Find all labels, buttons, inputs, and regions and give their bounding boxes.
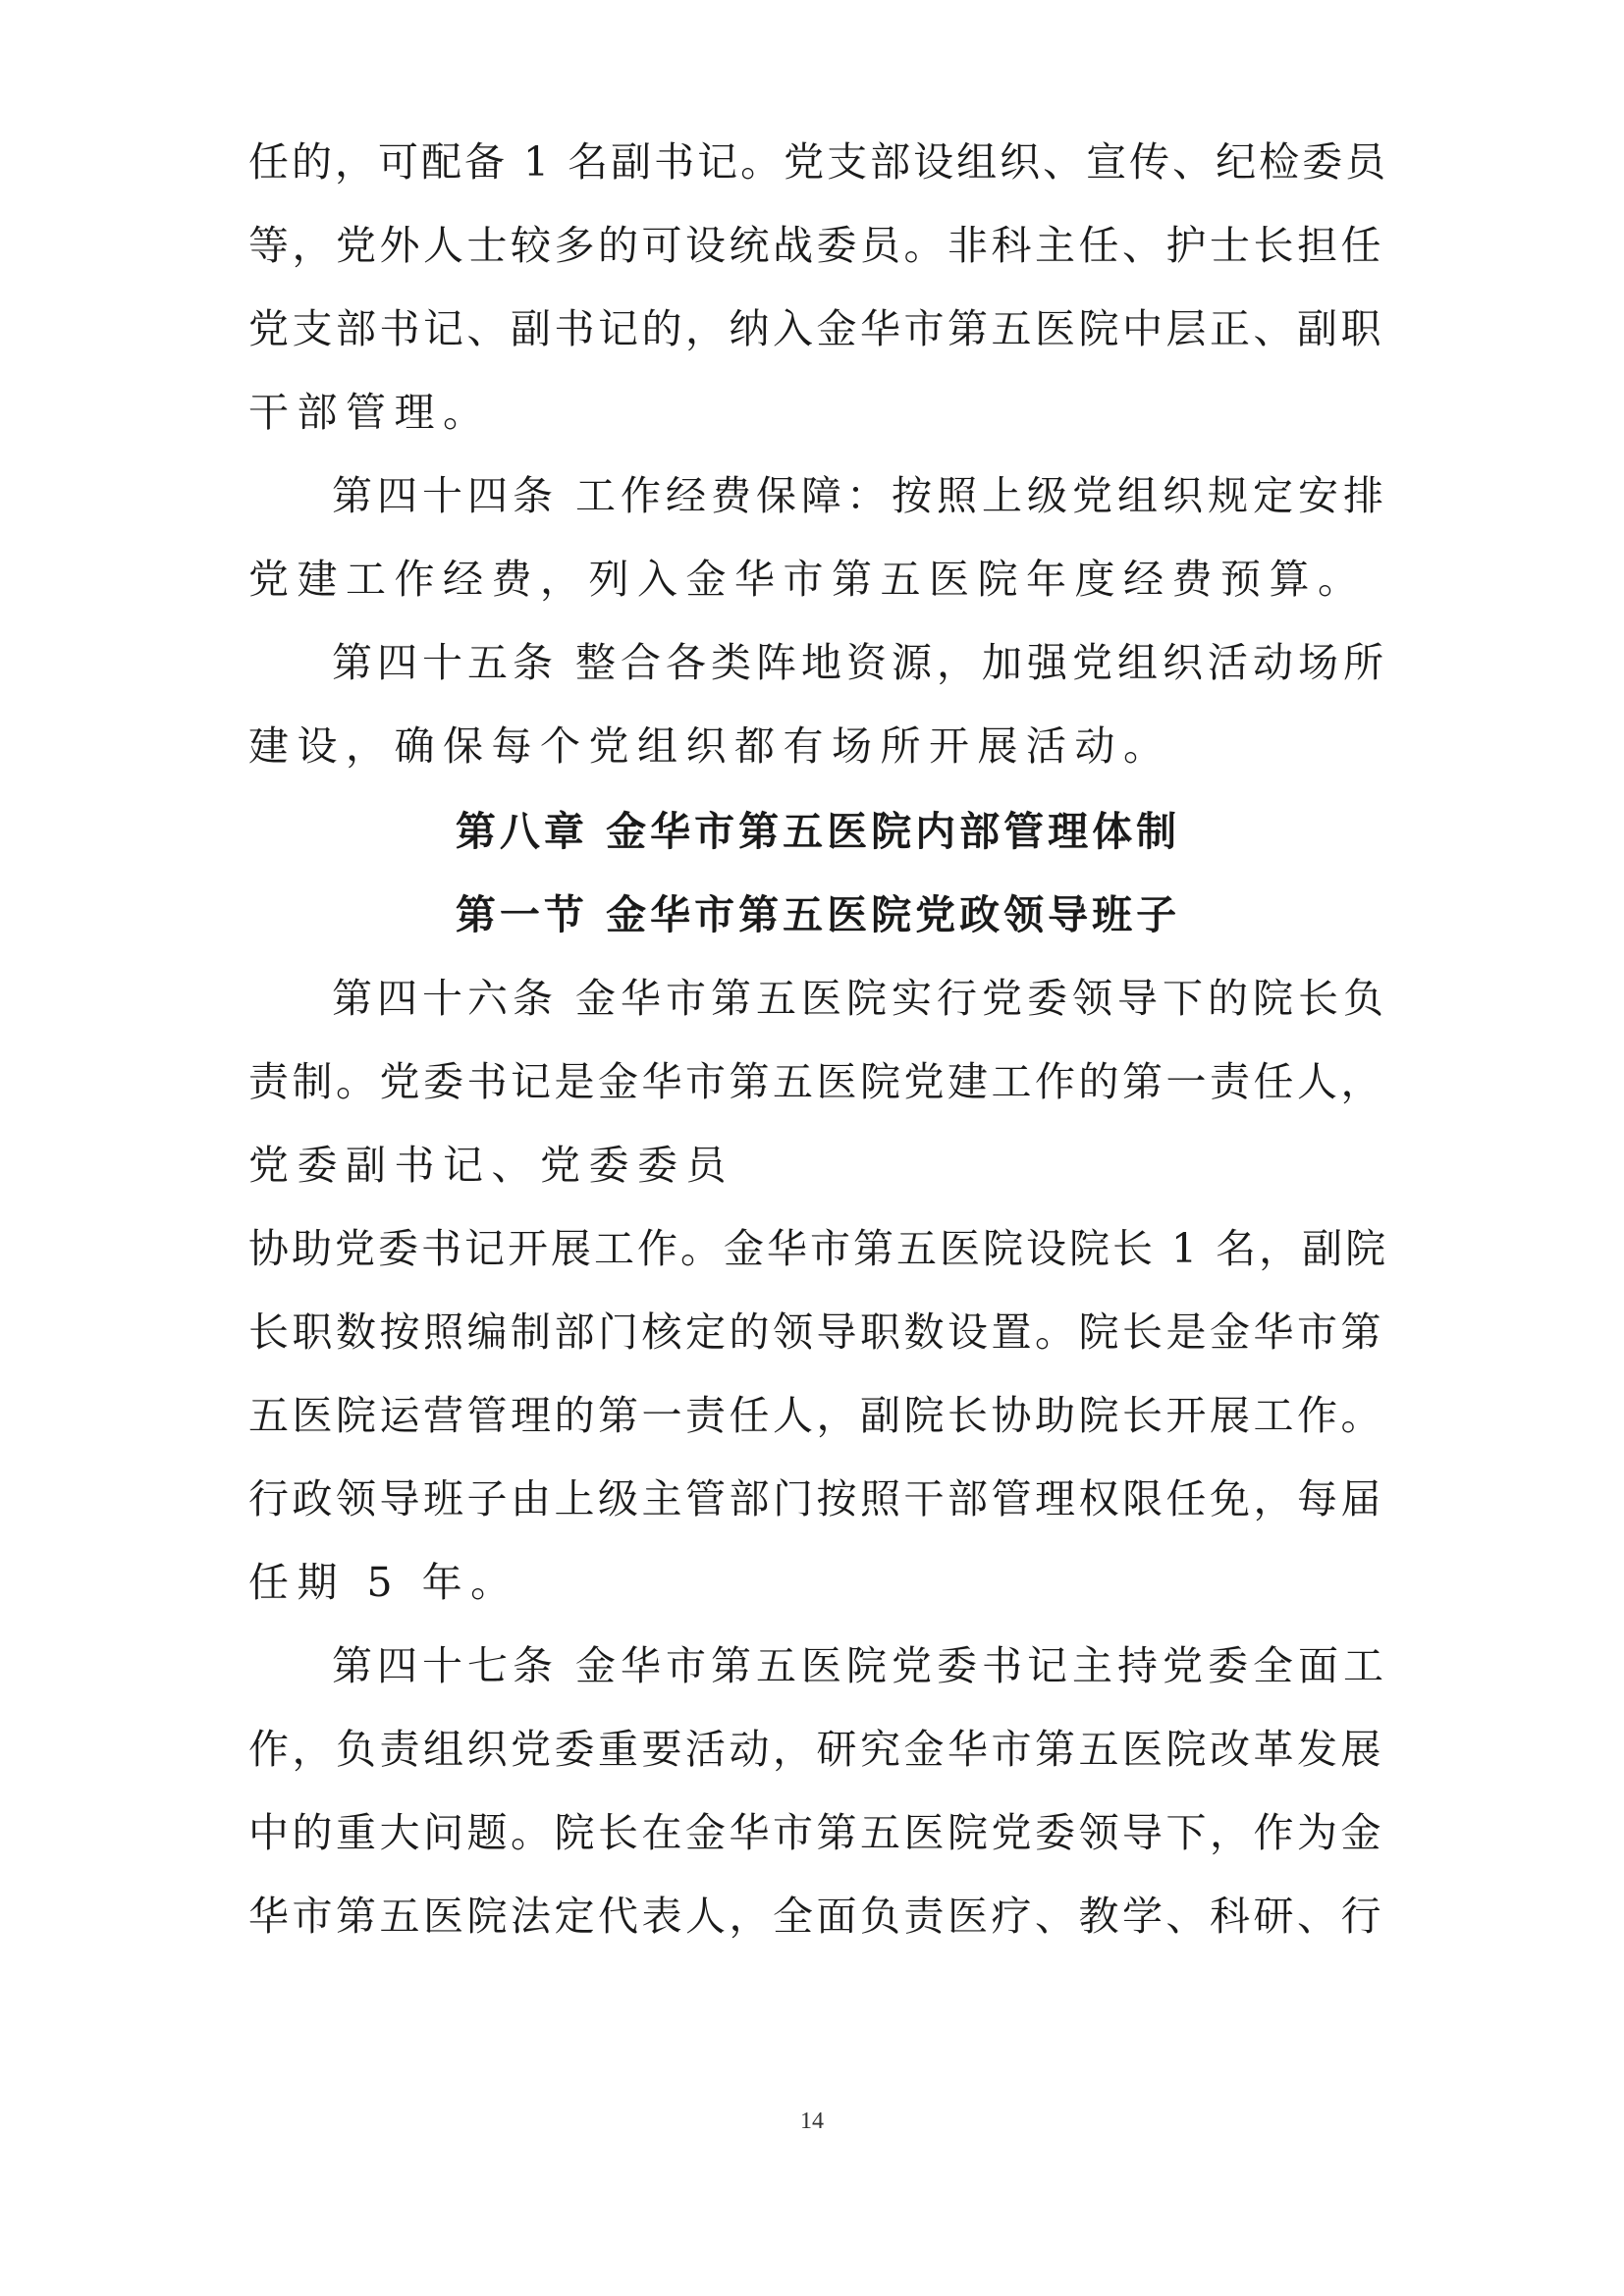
body-text-line: 等，党外人士较多的可设统战委员。非科主任、护士长担任 xyxy=(248,222,1384,269)
body-text-line: 党支部书记、副书记的，纳入金华市第五医院中层正、副职 xyxy=(248,305,1384,352)
article-46-line: 第四十六条 金华市第五医院实行党委领导下的院长负 xyxy=(332,975,1389,1022)
body-text-line: 建设，确保每个党组织都有场所开展活动。 xyxy=(248,722,1172,770)
page-number: 14 xyxy=(800,2109,824,2134)
body-text-line: 行政领导班子由上级主管部门按照干部管理权限任免，每届 xyxy=(248,1475,1384,1522)
body-text-line: 党委副书记、党委委员 xyxy=(248,1142,734,1189)
body-text-line: 华市第五医院法定代表人，全面负责医疗、教学、科研、行 xyxy=(248,1893,1384,1940)
body-text-line: 长职数按照编制部门核定的领导职数设置。院长是金华市第 xyxy=(248,1308,1384,1356)
body-text-line: 中的重大问题。院长在金华市第五医院党委领导下，作为金 xyxy=(248,1809,1384,1856)
body-text-line: 党建工作经费，列入金华市第五医院年度经费预算。 xyxy=(248,556,1367,603)
body-text-line: 作，负责组织党委重要活动，研究金华市第五医院改革发展 xyxy=(248,1726,1384,1773)
article-44-line: 第四十四条 工作经费保障：按照上级党组织规定安排 xyxy=(332,472,1389,519)
body-text-line: 任的，可配备 1 名副书记。党支部设组织、宣传、纪检委员 xyxy=(248,138,1389,186)
body-text-line: 五医院运营管理的第一责任人，副院长协助院长开展工作。 xyxy=(248,1392,1384,1439)
body-text-line: 干部管理。 xyxy=(248,389,492,436)
article-47-line: 第四十七条 金华市第五医院党委书记主持党委全面工 xyxy=(332,1642,1389,1689)
body-text-line: 任期 5 年。 xyxy=(248,1559,519,1606)
body-text-line: 协助党委书记开展工作。金华市第五医院设院长 1 名，副院 xyxy=(248,1225,1389,1272)
body-text-line: 责制。党委书记是金华市第五医院党建工作的第一责任人， xyxy=(248,1058,1384,1105)
section-heading: 第一节 金华市第五医院党政领导班子 xyxy=(455,891,1181,938)
article-45-line: 第四十五条 整合各类阵地资源，加强党组织活动场所 xyxy=(332,639,1389,686)
chapter-heading: 第八章 金华市第五医院内部管理体制 xyxy=(455,808,1181,855)
